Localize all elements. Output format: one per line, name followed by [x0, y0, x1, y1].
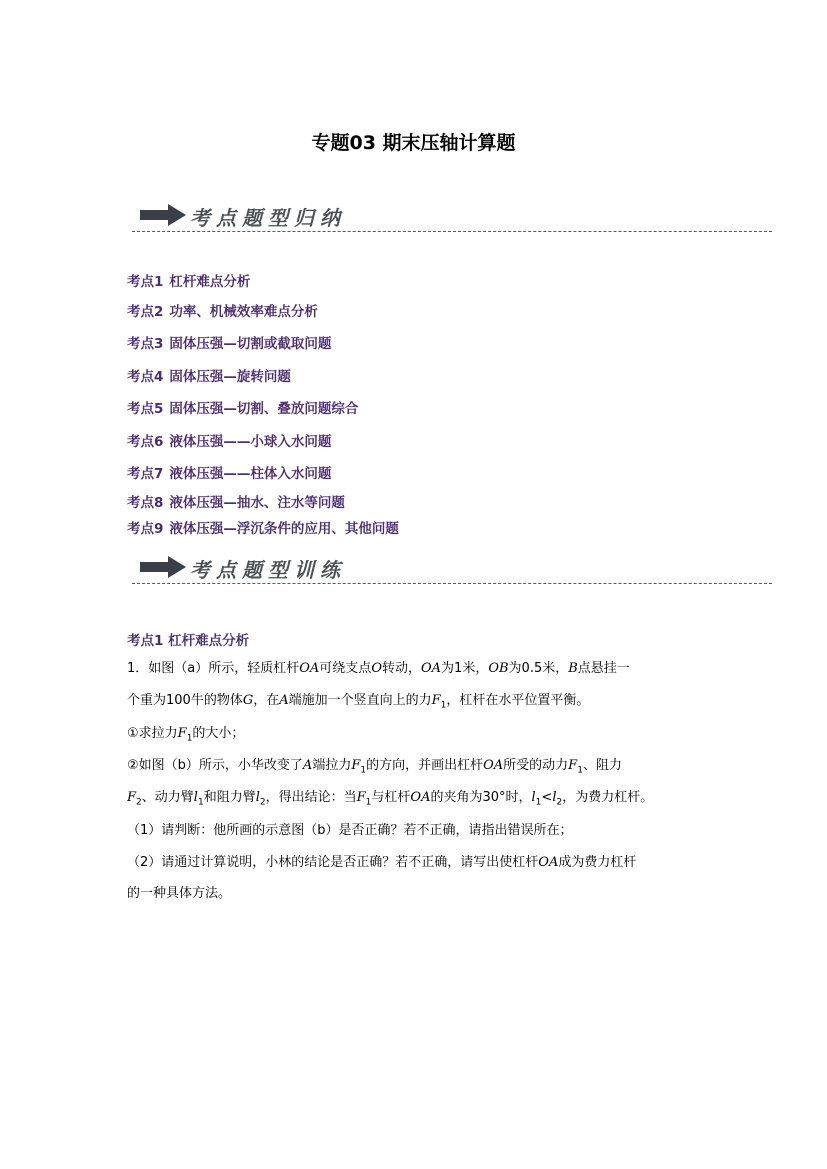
- toc-item: 考点7 液体压强——柱体入水问题: [127, 466, 332, 482]
- section-banner-label: 考点题型归纳: [190, 206, 346, 230]
- question-line: ①求拉力$F_1$的大小；: [127, 726, 245, 744]
- question-line: $F_2$、动力臂$l_1$和阻力臂$l_2$，得出结论：当$F_1$与杠杆OA的夹角为30°时，$l_1<l_2$，为费力杠杆。: [127, 790, 654, 808]
- arrow-icon: [140, 556, 186, 578]
- question-line: （1）请判断：他所画的示意图（b）是否正确？若不正确，请指出错误所在；: [127, 823, 573, 838]
- toc-item: 考点8 液体压强—抽水、注水等问题: [127, 495, 345, 511]
- section-banner-training: [132, 550, 772, 590]
- toc-item: 考点1 杠杆难点分析: [127, 274, 251, 290]
- question-line: （2）请通过计算说明，小林的结论是否正确？若不正确，请写出使杠杆OA成为费力杠杆: [127, 855, 637, 870]
- toc-item: 考点9 液体压强—浮沉条件的应用、其他问题: [127, 521, 399, 537]
- divider: [132, 583, 772, 584]
- toc-item: 考点6 液体压强——小球入水问题: [127, 434, 332, 450]
- section-banner-summary: [132, 198, 772, 238]
- question-line: 个重为100牛的物体G，在A端施加一个竖直向上的力$F_1$，杠杆在水平位置平衡。: [127, 693, 590, 711]
- divider: [132, 231, 772, 232]
- question-line: 的一种具体方法。: [127, 886, 232, 901]
- section-heading: 考点1 杠杆难点分析: [127, 633, 250, 649]
- toc-item: 考点2 功率、机械效率难点分析: [127, 304, 318, 320]
- section-banner-label: 考点题型训练: [190, 558, 346, 582]
- toc-item: 考点5 固体压强—切割、叠放问题综合: [127, 401, 359, 417]
- arrow-icon: [140, 204, 186, 226]
- toc-item: 考点3 固体压强—切割或截取问题: [127, 336, 332, 352]
- page-title: 专题03 期末压轴计算题: [311, 132, 516, 154]
- question-line: ②如图（b）所示，小华改变了A端拉力$F_1$的方向，并画出杠杆OA所受的动力$F_1$、阻力: [127, 758, 622, 776]
- question-line: 1．如图（a）所示，轻质杠杆OA可绕支点O转动，OA为1米，OB为0.5米，B点悬挂一: [127, 661, 630, 676]
- toc-item: 考点4 固体压强—旋转问题: [127, 369, 291, 385]
